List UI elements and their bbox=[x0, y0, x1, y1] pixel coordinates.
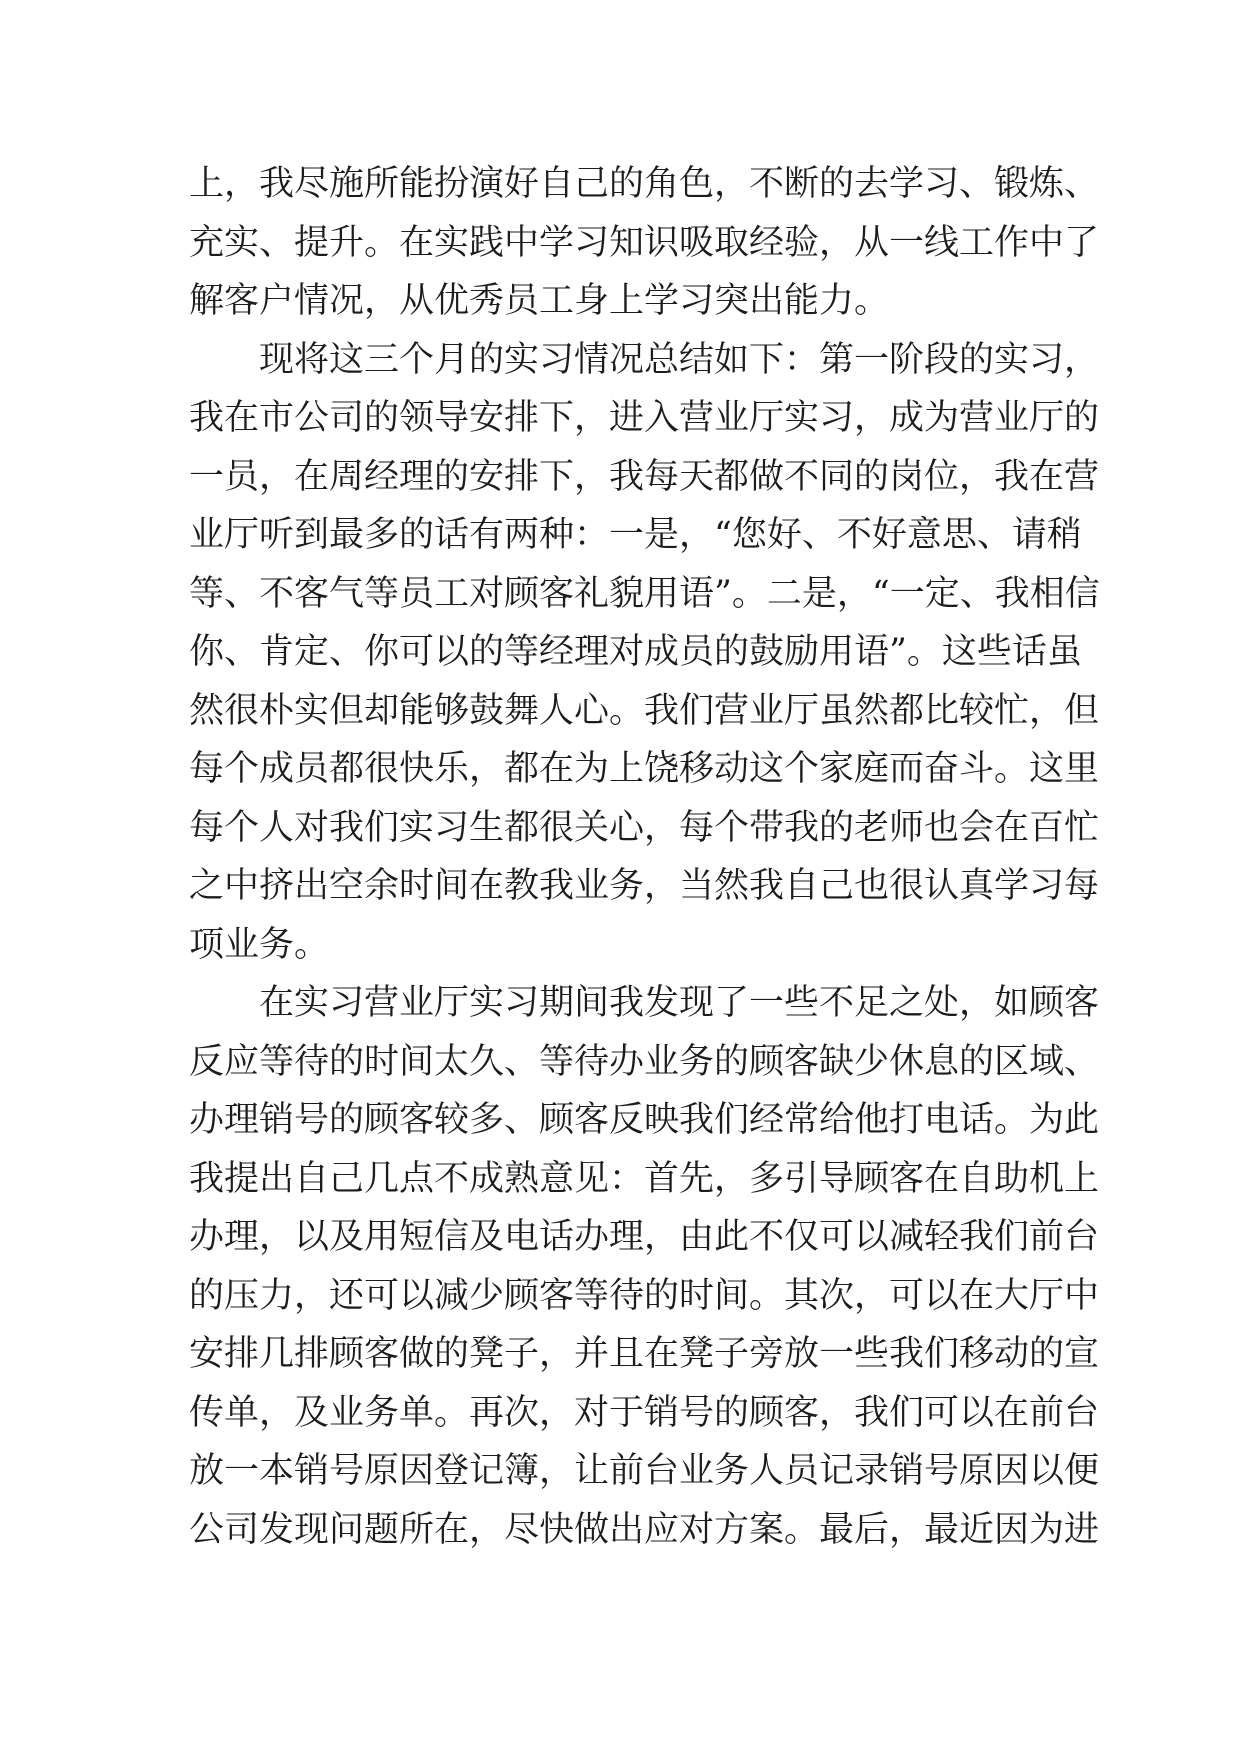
text-line: 项业务。 bbox=[189, 924, 330, 965]
text-line: 现将这三个月的实习情况总结如下：第一阶段的实习， bbox=[259, 339, 1100, 380]
text-line: 一员，在周经理的安排下，我每天都做不同的岗位，我在营 bbox=[189, 456, 1100, 497]
text-line: 公司发现问题所在，尽快做出应对方案。最后，最近因为进 bbox=[189, 1509, 1100, 1550]
text-line: 等、不客气等员工对顾客礼貌用语”。二是，“一定、我相信 bbox=[189, 573, 1100, 614]
text-line: 然很朴实但却能够鼓舞人心。我们营业厅虽然都比较忙，但 bbox=[189, 690, 1100, 731]
text-line: 上，我尽施所能扮演好自己的角色，不断的去学习、锻炼、 bbox=[189, 164, 1100, 204]
text-line: 业厅听到最多的话有两种：一是，“您好、不好意思、请稍 bbox=[189, 515, 1082, 555]
text-line: 你、肯定、你可以的等经理对成员的鼓励用语”。这些话虽 bbox=[189, 632, 1082, 672]
text-line: 解客户情况，从优秀员工身上学习突出能力。 bbox=[189, 281, 890, 321]
text-line: 之中挤出空余时间在教我业务，当然我自己也很认真学习每 bbox=[189, 866, 1100, 906]
text-line: 每个成员都很快乐，都在为上饶移动这个家庭而奋斗。这里 bbox=[189, 749, 1100, 789]
document-body bbox=[189, 155, 1100, 1559]
text-line: 传单，及业务单。再次，对于销号的顾客，我们可以在前台 bbox=[189, 1392, 1100, 1433]
text-line: 我在市公司的领导安排下，进入营业厅实习，成为营业厅的 bbox=[189, 398, 1100, 438]
text-line: 充实、提升。在实践中学习知识吸取经验，从一线工作中了 bbox=[189, 222, 1100, 263]
text-line: 反应等待的时间太久、等待办业务的顾客缺少休息的区域、 bbox=[189, 1041, 1100, 1082]
text-line: 每个人对我们实习生都很关心，每个带我的老师也会在百忙 bbox=[189, 807, 1100, 848]
text-line: 的压力，还可以减少顾客等待的时间。其次，可以在大厅中 bbox=[189, 1275, 1100, 1316]
text-line: 我提出自己几点不成熟意见：首先，多引导顾客在自助机上 bbox=[189, 1158, 1100, 1199]
text-line: 放一本销号原因登记簿，让前台业务人员记录销号原因以便 bbox=[189, 1451, 1100, 1491]
text-line: 办理销号的顾客较多、顾客反映我们经常给他打电话。为此 bbox=[189, 1100, 1100, 1140]
text-line: 安排几排顾客做的凳子，并且在凳子旁放一些我们移动的宣 bbox=[189, 1334, 1100, 1374]
text-line: 办理，以及用短信及电话办理，由此不仅可以减轻我们前台 bbox=[189, 1217, 1100, 1257]
text-line: 在实习营业厅实习期间我发现了一些不足之处，如顾客 bbox=[259, 983, 1100, 1023]
